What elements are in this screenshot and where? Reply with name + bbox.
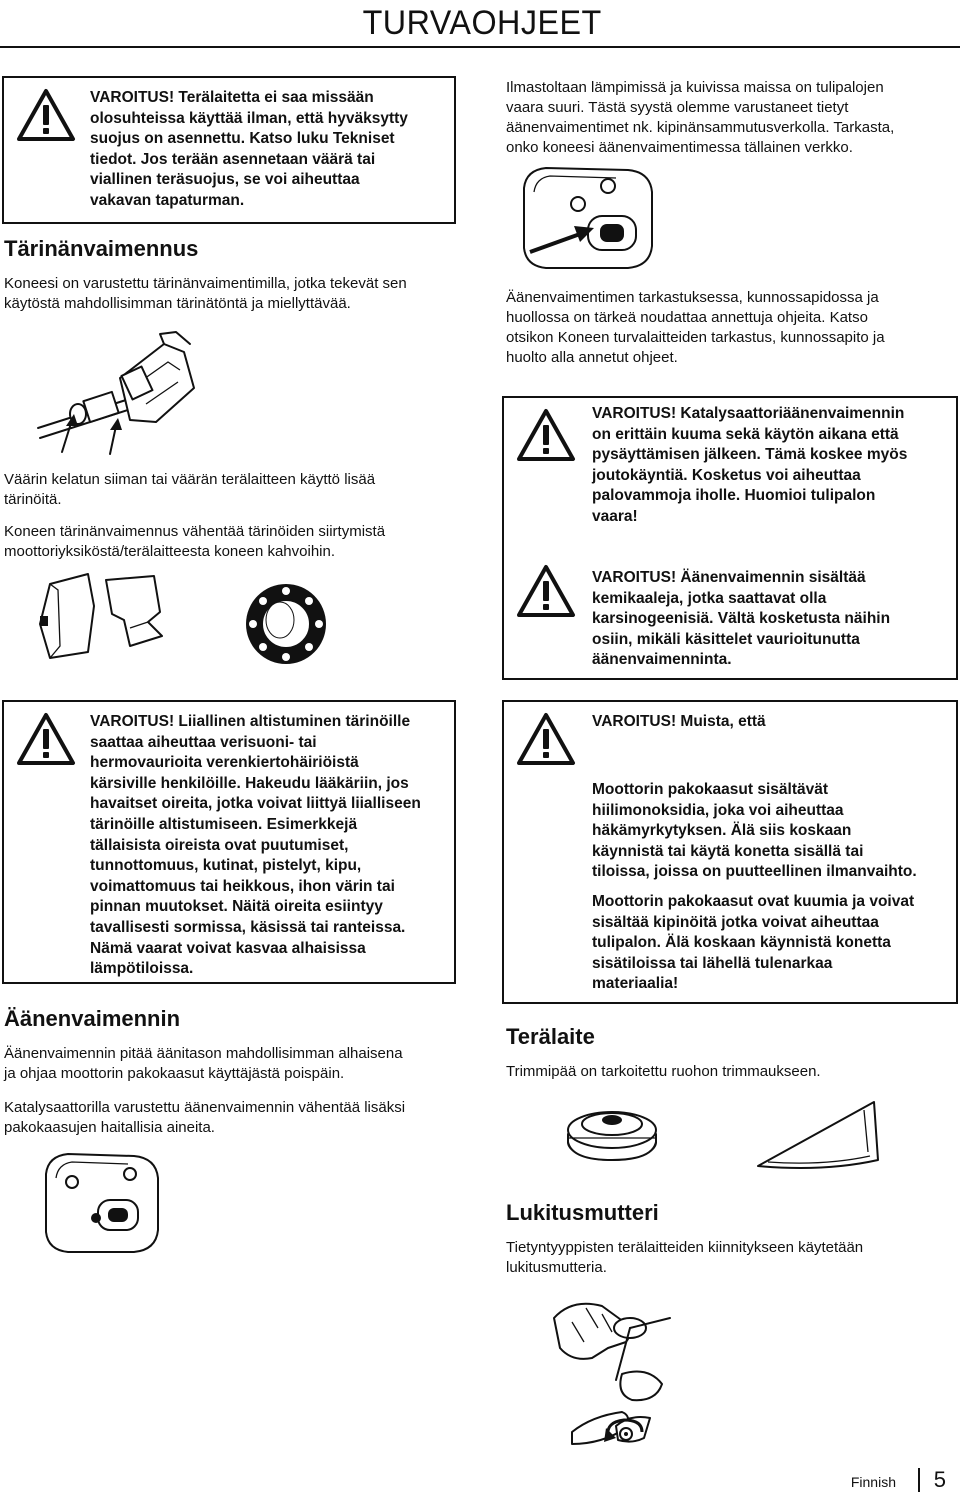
spark-arrestor-illustration (516, 164, 666, 274)
rotation-direction-icon (602, 1414, 646, 1448)
heading-blade: Terälaite (506, 1024, 595, 1049)
warning-text-chemicals: VAROITUS! Äänenvaimennin sisältää kemikaaleja, jotka saattavat olla karsinogeenisiä. Vältä kosketusta näihin osiin, mikäli käsittelet vaurioitunutta äänenvaimenninta. (592, 569, 891, 669)
paragraph-vibration-intro: Koneesi on varustettu tärinänvaimentimilla, jotka tekevät sen käytöstä mahdollisimman tärinätöntä ja miellyttävää. (4, 275, 407, 312)
paragraph-blade: Trimmipää on tarkoitettu ruohon trimmaukseen. (506, 1063, 821, 1080)
warning-text-hot-muffler: VAROITUS! Katalysaattoriäänenvaimennin on erittäin kuuma sekä käytön aikana että pysäyttämisen jälkeen. Tämä koskee myös joutokäyntiä. Kosketus voi aiheuttaa palovammoja iholle. Huomioi tulipalon vaara! (592, 405, 908, 525)
paragraph-locking-nut: Tietyntyyppisten terälaitteiden kiinnitykseen käytetään lukitusmutteria. (506, 1239, 864, 1276)
warning-box-guard (2, 76, 456, 224)
warning-box-exhaust (502, 700, 958, 1004)
warning-text-vibration: VAROITUS! Liiallinen altistuminen tärinöille saattaa aiheuttaa verisuoni- tai hermovaurioita verenkiertohäiriöistä kärsiville henkilöille. Hakeudu lääkäriin, jos havaitset oireita, jotka voivat liittyä liialliseen tärinöille altistumiseen. Esimerkkejä tällaisista oireista ovat puutumiset, tunnottomuus, kutinat, pistelyt, kipu, voimattomuus tai heikkous, ihon värin tai pinnan muutokset. Näitä oireita esiintyy tavallisesti sormissa, käsissä tai ranteissa. Nämä vaarat voivat kasvaa alhaisissa lämpötiloissa. (90, 713, 421, 978)
warning-triangle-icon (516, 564, 576, 618)
paragraph-vibration-wrong-line: Väärin kelatun siiman tai väärän terälaitteen käyttö lisää tärinöitä. (4, 471, 376, 508)
heading-muffler: Äänenvaimennin (4, 1006, 181, 1031)
paragraph-muffler-catalyst: Katalysaattorilla varustettu äänenvaimennin vähentää lisäksi pakokaasujen haitallisia aineita. (4, 1099, 406, 1136)
page-header (0, 0, 960, 48)
page-number: 5 (933, 1467, 946, 1492)
damper-parts-illustration (30, 566, 180, 662)
warning-title-exhaust: VAROITUS! Muista, että (592, 713, 766, 730)
warning-box-vibration (2, 700, 456, 984)
warning-text-carbon-monoxide: Moottorin pakokaasut sisältävät hiilimonoksidia, joka voi aiheuttaa häkämyrkytyksen. Älä siis koskaan käynnistä tai käytä konetta sisällä tai tiloissa, joissa on puutteellinen ilmanvaihto. (592, 781, 917, 881)
vibration-damper-illustration (34, 330, 234, 460)
page-title: TURVAOHJEET (362, 4, 602, 42)
paragraph-muffler-function: Äänenvaimennin pitää äänitason mahdollisimman alhaisena ja ohjaa moottorin pakokaasut käyttäjästä poispäin. (4, 1045, 403, 1082)
paragraph-vibration-effect: Koneen tärinänvaimennus vähentää tärinöiden siirtymistä moottoriyksiköstä/terälaitteesta koneen kahvoihin. (4, 523, 386, 560)
header-rule (0, 46, 960, 48)
warning-triangle-icon (516, 408, 576, 462)
blade-guard-illustration (754, 1096, 884, 1176)
heading-locking-nut: Lukitusmutteri (506, 1200, 659, 1225)
muffler-illustration (38, 1148, 168, 1258)
warning-triangle-icon (516, 712, 576, 766)
footer-divider (918, 1468, 920, 1492)
warning-box-muffler (502, 396, 958, 680)
warning-text-guard: VAROITUS! Terälaitetta ei saa missään olosuhteissa käyttää ilman, että hyväksytty suojus on asennettu. Katso luku Tekniset tiedot. Jos terään asennetaan väärä tai viallinen teräsuojus, se voi aiheuttaa vakavan tapaturman. (90, 89, 408, 209)
paragraph-spark-arrestor: Ilmastoltaan lämpimissä ja kuivissa maissa on tulipalojen vaara suuri. Tästä syystä olemme varustaneet tietyt äänenvaimentimet nk. kipinänsammutusverkolla. Tarkasta, onko koneesi äänenvaimentimessa tällainen verkko. (506, 79, 895, 156)
damper-ring-illustration (236, 574, 336, 674)
warning-triangle-icon (16, 712, 76, 766)
warning-triangle-icon (16, 88, 76, 142)
warning-text-sparks: Moottorin pakokaasut ovat kuumia ja voivat sisältää kipinöitä jotka voivat aiheuttaa tulipalon. Älä koskaan käynnistä konetta sisätiloissa tai lähellä tulenarkaa materiaalia! (592, 893, 915, 993)
trimmer-head-illustration (562, 1094, 662, 1174)
heading-vibration: Tärinänvaimennus (4, 236, 199, 261)
footer-language: Finnish (850, 1474, 896, 1490)
paragraph-muffler-inspection: Äänenvaimentimen tarkastuksessa, kunnossapidossa ja huollossa on tärkeä noudattaa annettuja ohjeita. Katso otsikon Koneen turvalaitteiden tarkastus, kunnossapito ja huolto alla annetut ohjeet. (506, 289, 885, 366)
